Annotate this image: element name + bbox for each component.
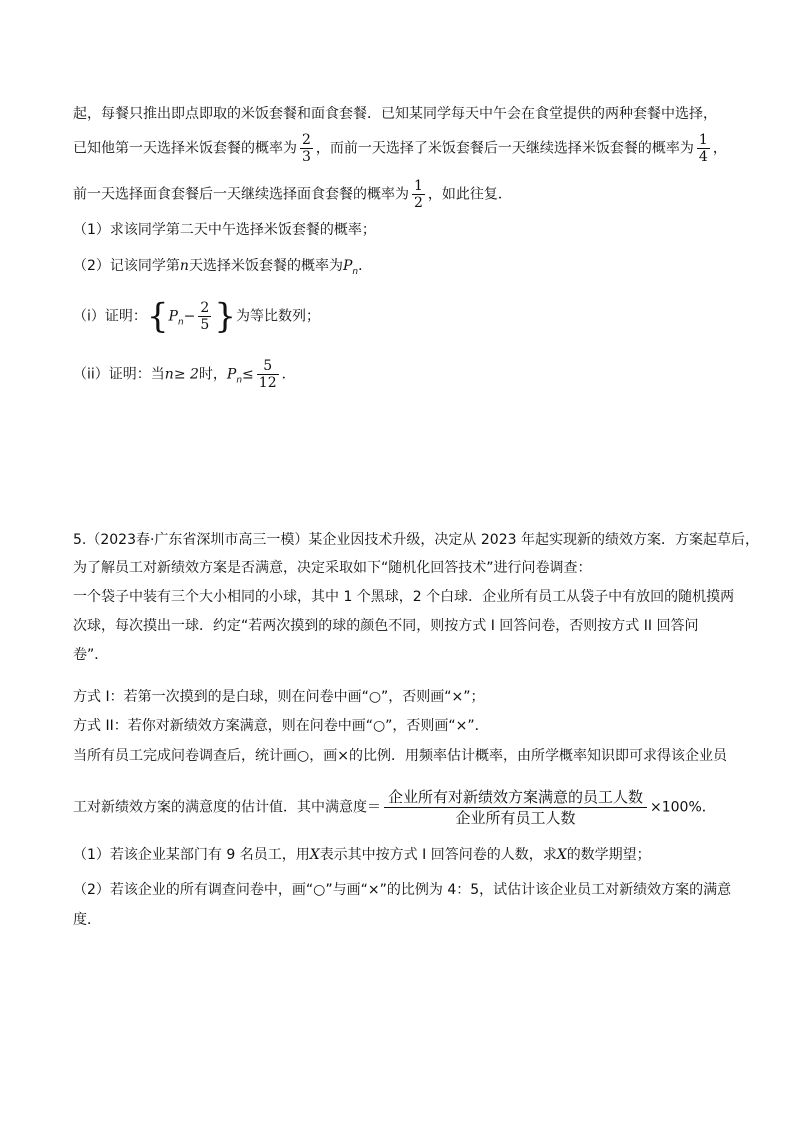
method-1: 方式 I：若第一次摸到的是白球，则在问卷中画“○”，否则画“×”； <box>73 689 485 705</box>
fraction: $\frac{2}{3}$ <box>302 132 311 165</box>
text-line: 次球，每次摸出一球．约定“若两次摸到的球的颜色不同，则按方式 I 回答问卷，否则按方式 II 回答问 <box>73 618 699 634</box>
question-2-ii: （ii）证明：当n≥ 2时，$P_n\le$ $\frac{5}{12}$ ． <box>73 358 296 391</box>
text-line: 度． <box>73 912 101 928</box>
text-line: 5.（2023春·广东省深圳市高三一模）某企业因技术升级，决定从 2023 年起实现新的绩效方案．方案起草后， <box>73 532 759 548</box>
text-line: 起，每餐只推出即点即取的米饭套餐和面食套餐．已知某同学每天中午会在食堂提供的两种套餐中选择， <box>73 106 717 122</box>
fraction: $\frac{5}{12}$ <box>258 358 277 391</box>
text-line: 前一天选择面食套餐后一天继续选择面食套餐的概率为 $\frac{1}{2}$ ，如此往复． <box>73 178 512 211</box>
text-line: 为了解员工对新绩效方案是否满意，决定采取如下“随机化回答技术”进行问卷调查： <box>73 560 592 576</box>
question-1: （1）若该企业某部门有 9 名员工，用X表示其中按方式 I 回答问卷的人数，求X的数学期望； <box>73 847 651 863</box>
fraction: $\frac{2}{5}$ <box>200 300 210 333</box>
question-1: （1）求该同学第二天中午选择米饭套餐的概率； <box>73 222 376 238</box>
satisfaction-formula-line: 工对新绩效方案的满意度的估计值．其中满意度＝ $\frac{\text{企业所有对新绩效方案满意的员工人数}}{\text{企业所有员工人数}}$ ×100%． <box>73 788 716 827</box>
fraction: $\frac{1}{2}$ <box>414 178 423 211</box>
text-line: 一个袋子中装有三个大小相同的小球，其中 1 个黑球，2 个白球．企业所有员工从袋子中有放回的随机摸两 <box>73 589 735 605</box>
question-2-i: （i）证明：{$P_n-$ $\frac{2}{5}$ }为等比数列； <box>73 296 320 337</box>
fraction: $\frac{1}{4}$ <box>698 132 708 165</box>
method-2: 方式 II：若你对新绩效方案满意，则在问卷中画“○”，否则画“×”． <box>73 718 489 734</box>
text-line: 卷”． <box>73 647 109 663</box>
text-line: 当所有员工完成问卷调查后，统计画○，画×的比例．用频率估计概率，由所学概率知识即可求得该企业员 <box>73 748 727 764</box>
question-2: （2）记该同学第n天选择米饭套餐的概率为$P_n$． <box>73 258 373 277</box>
question-2: （2）若该企业的所有调查问卷中，画“○”与画“×”的比例为 4：5，试估计该企业员工对新绩效方案的满意 <box>73 882 732 898</box>
satisfaction-fraction: $\frac{\text{企业所有对新绩效方案满意的员工人数}}{\text{企业所有员工人数}}$ <box>384 787 647 828</box>
text-line: 已知他第一天选择米饭套餐的概率为 $\frac{2}{3}$ ，而前一天选择了米饭套餐后一天继续选择米饭套餐的概率为 $\frac{1}{4}$ ， <box>73 132 727 165</box>
